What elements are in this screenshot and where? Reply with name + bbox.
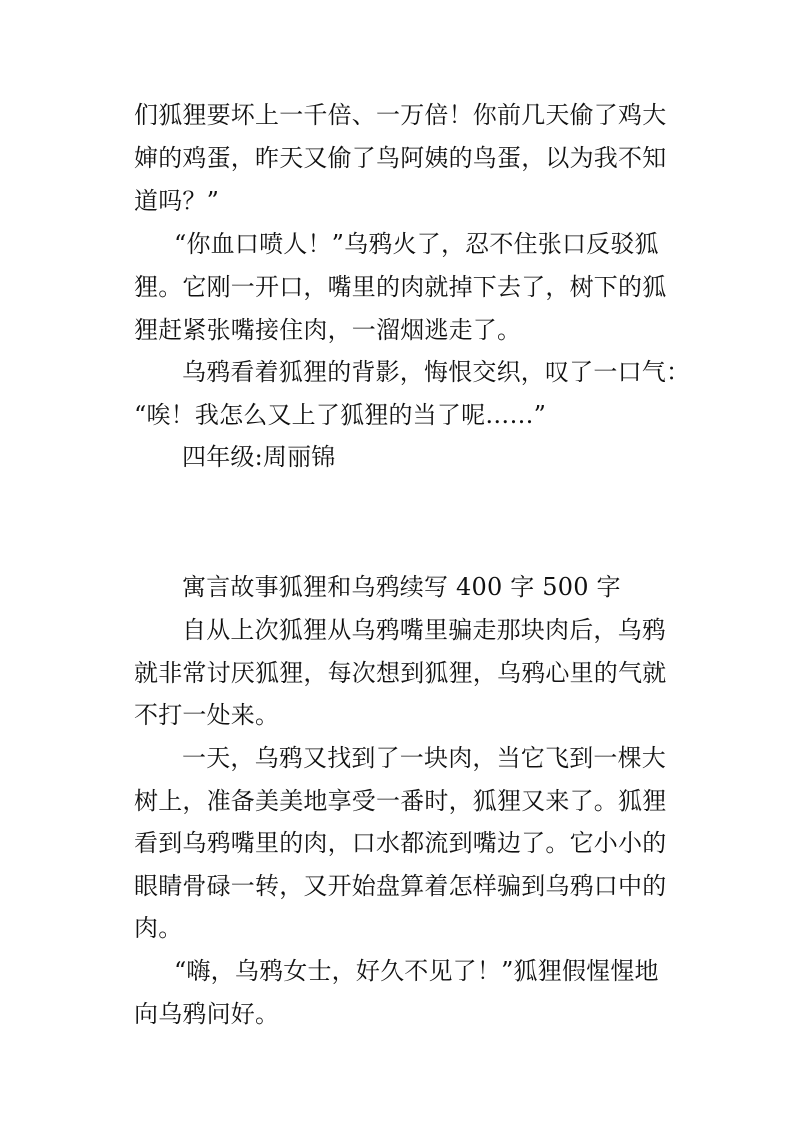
text-line-8: “唉！我怎么又上了狐狸的当了呢……” xyxy=(134,401,547,429)
text-line-6: 狸赶紧张嘴接住肉，一溜烟逃走了。 xyxy=(134,316,522,344)
text-line-16: 眼睛骨碌一转，又开始盘算着怎样骗到乌鸦口中的 xyxy=(134,872,667,900)
text-line-5: 狸。它刚一开口，嘴里的肉就掉下去了，树下的狐 xyxy=(134,273,667,301)
text-line-17: 肉。 xyxy=(134,914,183,942)
text-line-18: “嗨，乌鸦女士，好久不见了！”狐狸假惺惺地 xyxy=(174,957,659,985)
text-line-15: 看到乌鸦嘴里的肉，口水都流到嘴边了。它小小的 xyxy=(134,829,667,857)
text-line-12: 不打一处来。 xyxy=(134,701,280,729)
text-line-3: 道吗？” xyxy=(134,187,220,215)
text-line-13: 一天，乌鸦又找到了一块肉，当它飞到一棵大 xyxy=(182,744,666,772)
author-line: 四年级:周丽锦 xyxy=(182,443,336,471)
text-line-10: 自从上次狐狸从乌鸦嘴里骗走那块肉后，乌鸦 xyxy=(182,616,666,644)
text-line-4: “你血口喷人！”乌鸦火了，忍不住张口反驳狐 xyxy=(174,230,659,258)
text-line-1: 们狐狸要坏上一千倍、一万倍！你前几天偷了鸡大 xyxy=(134,101,667,129)
text-line-19: 向乌鸦问好。 xyxy=(134,1000,280,1028)
text-line-2: 婶的鸡蛋，昨天又偷了鸟阿姨的鸟蛋，以为我不知 xyxy=(134,144,667,172)
text-line-14: 树上，准备美美地享受一番时，狐狸又来了。狐狸 xyxy=(134,787,667,815)
article-title: 寓言故事狐狸和乌鸦续写 400 字 500 字 xyxy=(182,573,621,601)
text-line-11: 就非常讨厌狐狸，每次想到狐狸，乌鸦心里的气就 xyxy=(134,659,667,687)
text-line-7: 乌鸦看着狐狸的背影，悔恨交织，叹了一口气： xyxy=(182,358,691,386)
